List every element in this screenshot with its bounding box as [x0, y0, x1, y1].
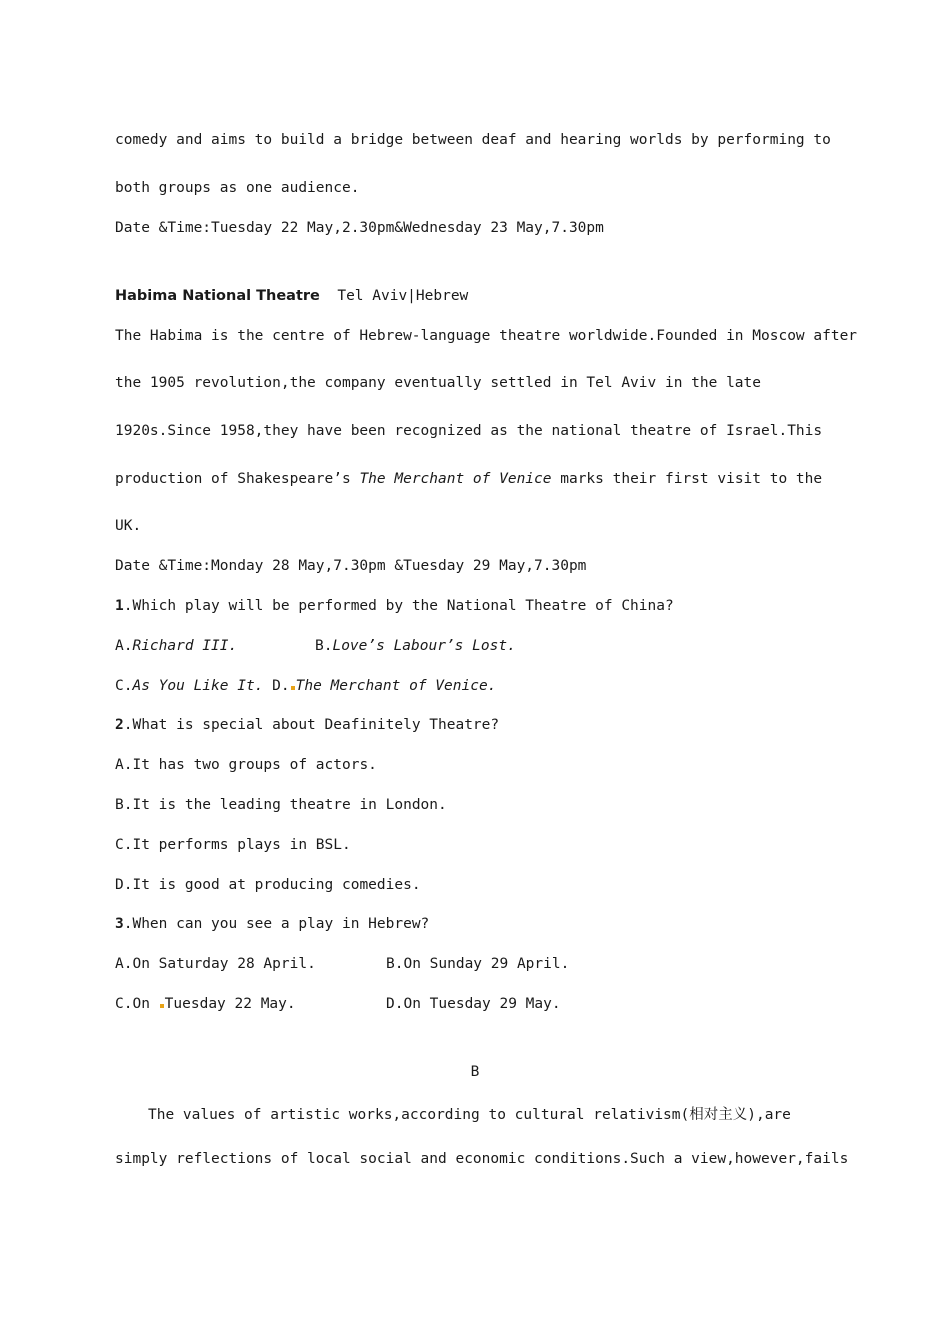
question-number: 2	[115, 717, 124, 733]
habima-location: Tel Aviv|Hebrew	[337, 288, 469, 304]
option-letter: D.	[115, 877, 133, 893]
question-2	[115, 717, 499, 733]
question-1	[115, 598, 674, 614]
habima-heading	[115, 288, 468, 304]
option-letter: A.	[115, 956, 133, 972]
question-text: .Which play will be performed by the National Theatre of China?	[123, 598, 674, 614]
option-letter: C.	[115, 678, 133, 694]
option-letter: A.	[115, 757, 133, 773]
option-letter: D.	[386, 996, 404, 1012]
option-letter: A.	[115, 638, 133, 654]
habima-line-1: The Habima is the centre of Hebrew-language theatre worldwide.Founded in Moscow after	[115, 328, 858, 344]
intro-line-1: comedy and aims to build a bridge between deaf and hearing worlds by performing to	[115, 132, 831, 148]
option-letter: C.	[115, 996, 133, 1012]
section-b-line-1: The values of artistic works,according to cultural relativism(相对主义),are	[148, 1107, 791, 1123]
option-2d	[115, 877, 421, 893]
section-b-line-2: simply reflections of local social and economic conditions.Such a view,however,fails	[115, 1151, 849, 1167]
option-text: It performs plays in BSL.	[132, 837, 351, 853]
habima-play-title: The Merchant of Venice	[359, 471, 552, 487]
option-text: On Tuesday 29 May.	[403, 996, 561, 1012]
option-letter: B.	[315, 638, 333, 654]
question-number: 1	[115, 598, 124, 614]
option-text	[132, 996, 295, 1012]
option-text: It is good at producing comedies.	[132, 877, 421, 893]
option-1c-1d	[115, 678, 496, 694]
option-text: As You Like It.	[132, 678, 264, 694]
option-text: It is the leading theatre in London.	[132, 797, 447, 813]
option-letter: D.	[272, 678, 290, 694]
question-number: 3	[115, 916, 124, 932]
option-letter: B.	[386, 956, 404, 972]
habima-line-4-pre: production of Shakespeare’s	[115, 471, 360, 487]
option-2c	[115, 837, 351, 853]
habima-name: Habima National Theatre	[115, 288, 320, 304]
option-3b	[386, 956, 569, 972]
option-3c	[115, 996, 296, 1012]
habima-line-5: UK.	[115, 518, 142, 534]
habima-line-4	[115, 471, 822, 487]
habima-date: Date &Time:Monday 28 May,7.30pm &Tuesday 29 May,7.30pm	[115, 558, 587, 574]
option-3d	[386, 996, 561, 1012]
habima-line-2: the 1905 revolution,the company eventually settled in Tel Aviv in the late	[115, 375, 762, 391]
option-text: Richard III.	[132, 638, 238, 654]
highlight-mark	[160, 1004, 164, 1008]
question-text: .When can you see a play in Hebrew?	[123, 916, 430, 932]
intro-date: Date &Time:Tuesday 22 May,2.30pm&Wednesday 23 May,7.30pm	[115, 220, 604, 236]
option-letter: C.	[115, 837, 133, 853]
option-text: It has two groups of actors.	[132, 757, 377, 773]
section-b-heading: B	[470, 1064, 480, 1080]
option-1a	[115, 638, 237, 654]
habima-line-3: 1920s.Since 1958,they have been recognized as the national theatre of Israel.This	[115, 423, 823, 439]
option-text-part: On	[132, 996, 159, 1012]
question-3	[115, 916, 429, 932]
option-1b	[315, 638, 516, 654]
option-text: On Saturday 28 April.	[132, 956, 316, 972]
option-2b	[115, 797, 447, 813]
habima-line-4-post: marks their first visit to the	[551, 471, 823, 487]
question-text: .What is special about Deafinitely Theatre?	[123, 717, 500, 733]
option-text: Love’s Labour’s Lost.	[332, 638, 516, 654]
intro-line-2: both groups as one audience.	[115, 180, 360, 196]
option-text-part: Tuesday 22 May.	[164, 996, 296, 1012]
option-letter: B.	[115, 797, 133, 813]
option-text: The Merchant of Venice.	[295, 678, 497, 694]
highlight-mark	[291, 686, 295, 690]
option-2a	[115, 757, 377, 773]
option-3a	[115, 956, 316, 972]
option-text: On Sunday 29 April.	[403, 956, 570, 972]
